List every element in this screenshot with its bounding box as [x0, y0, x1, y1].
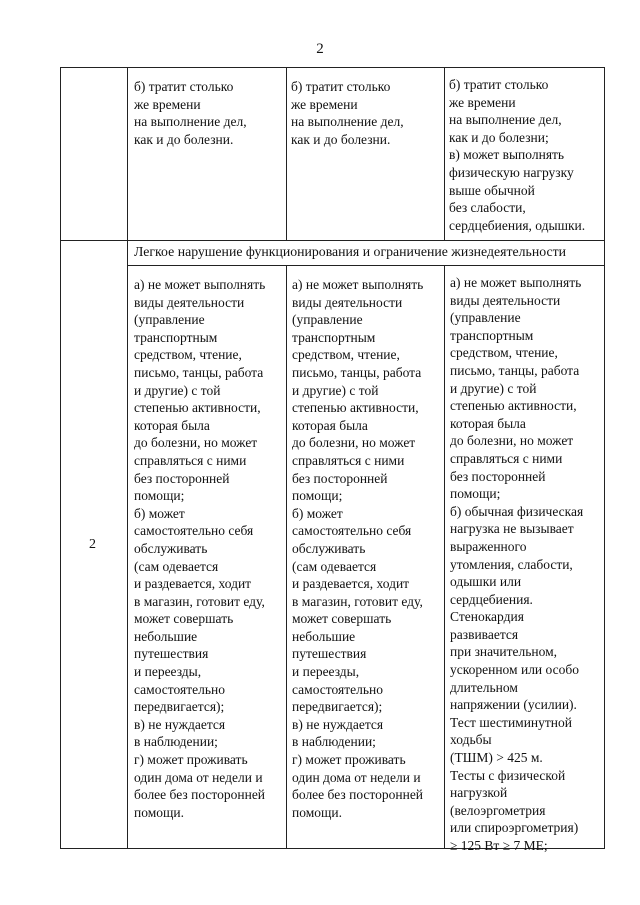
table-cell: б) тратит столько же времени на выполнение дел, как и до болезни.	[291, 79, 404, 147]
row-divider	[60, 240, 604, 241]
table-cell: а) не может выполнять виды деятельности (управление транспортным средством, чтение, письмо, танцы, работа и другие) с той степенью активности, которая была до болезни, но может справляться с ними без посторонней помощи; б) обычная физическая нагрузка не вызывает выраженного утомления, слабости, одышки или сердцебиения. Стенокардия развивается при значительном, ускоренном или особо длительном напряжении (усилии). Тест шестиминутной ходьбы (ТШМ) > 425 м. Тесты с физической нагрузкой (велоэргометрия или спироэргометрия) ≥ 125 Вт ≥ 7 МЕ;	[450, 275, 584, 853]
column-divider	[286, 67, 287, 241]
table-cell: б) тратит столько же времени на выполнение дел, как и до болезни; в) может выполнять физическую нагрузку выше обычной без слабости, сердцебиения, одышки.	[449, 77, 586, 233]
column-divider	[444, 67, 445, 241]
row-number: 2	[89, 537, 96, 552]
table-cell: б) тратит столько же времени на выполнение дел, как и до болезни.	[134, 79, 247, 147]
column-divider	[444, 266, 445, 848]
row-divider	[127, 265, 604, 266]
page-number: 2	[316, 41, 324, 57]
section-heading: Легкое нарушение функционирования и ограничение жизнедеятельности	[134, 244, 566, 259]
column-divider	[286, 266, 287, 848]
table-cell: а) не может выполнять виды деятельности (управление транспортным средством, чтение, письмо, танцы, работа и другие) с той степенью активности, которая была до болезни, но может справляться с ними без посторонней помощи; б) может самостоятельно себя обслуживать (сам одевается и раздевается, ходит в магазин, готовит еду, может совершать небольшие путешествия и переезды, самостоятельно передвигается); в) не нуждается в наблюдении; г) может проживать один дома от недели и более без посторонней помощи.	[134, 277, 266, 820]
column-divider	[127, 67, 128, 848]
table-cell: а) не может выполнять виды деятельности (управление транспортным средством, чтение, письмо, танцы, работа и другие) с той степенью активности, которая была до болезни, но может справляться с ними без посторонней помощи; б) может самостоятельно себя обслуживать (сам одевается и раздевается, ходит в магазин, готовит еду, может совершать небольшие путешествия и переезды, самостоятельно передвигается); в) не нуждается в наблюдении; г) может проживать один дома от недели и более без посторонней помощи.	[292, 277, 424, 820]
